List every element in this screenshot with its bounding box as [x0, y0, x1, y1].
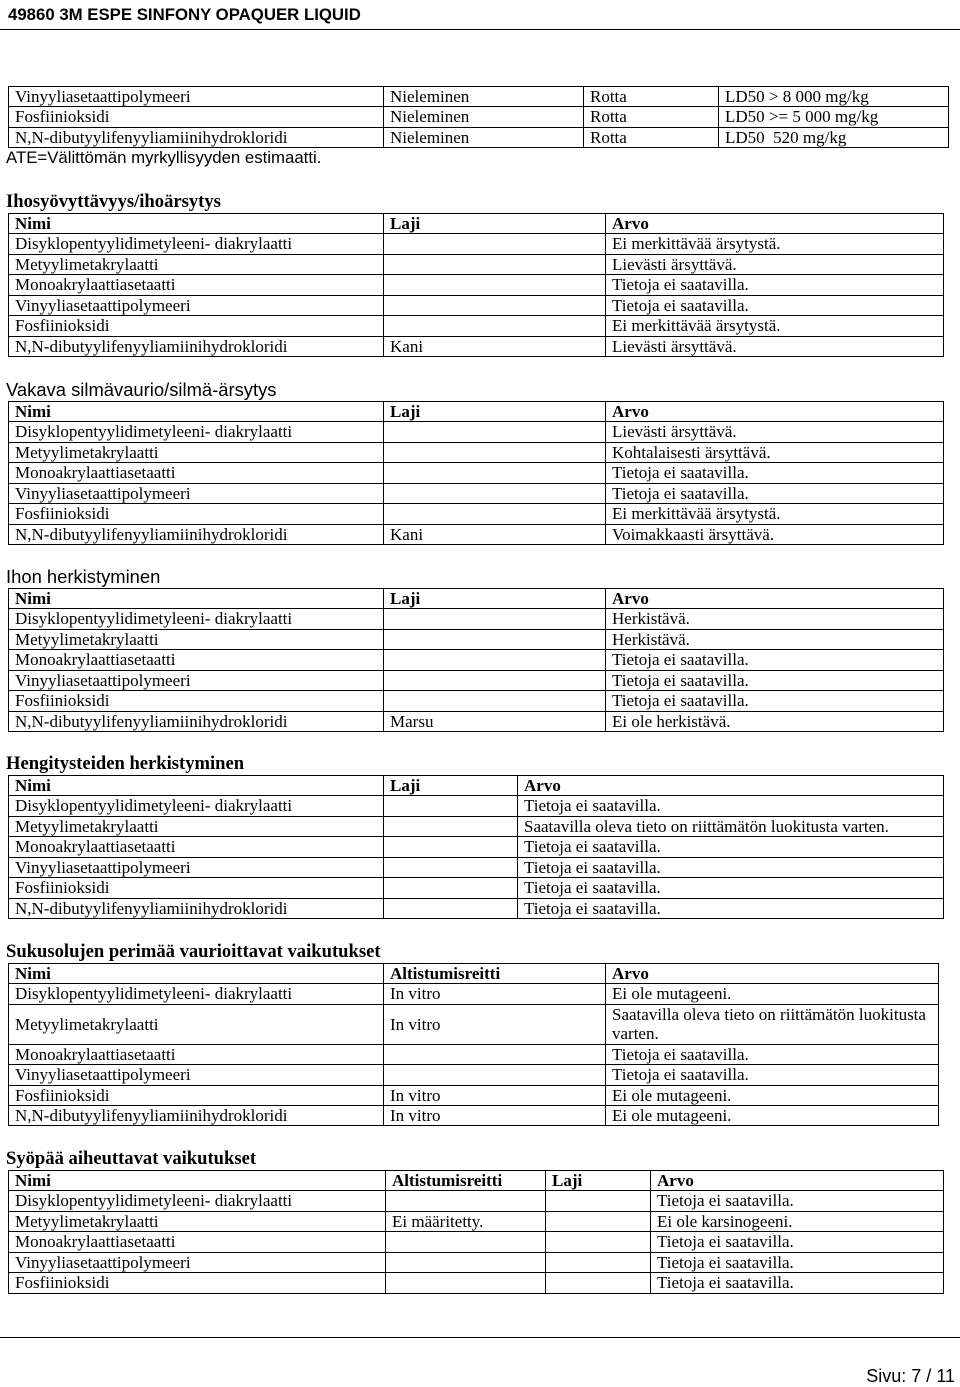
substance-name-cell: Metyylimetakrylaatti — [9, 816, 384, 836]
exposure-route-cell — [384, 1044, 606, 1064]
table-row — [9, 1044, 939, 1064]
substance-name-cell: Vinyyliasetaattipolymeeri — [9, 295, 384, 315]
column-header-result: Arvo — [606, 402, 944, 422]
result-cell: Lievästi ärsyttävä. — [606, 422, 944, 442]
section-heading-respiratory-sensitization: Hengitysteiden herkistyminen — [6, 753, 245, 774]
exposure-route-cell: Nieleminen — [384, 127, 584, 147]
substance-name-cell: Metyylimetakrylaatti — [9, 254, 384, 274]
carcinogenicity-table — [8, 1170, 944, 1294]
result-cell: Kohtalaisesti ärsyttävä. — [606, 442, 944, 462]
species-cell — [384, 483, 606, 503]
species-cell — [546, 1232, 651, 1252]
result-cell: Tietoja ei saatavilla. — [518, 837, 944, 857]
substance-name-cell: Metyylimetakrylaatti — [9, 1004, 384, 1044]
table-header-row — [9, 964, 939, 984]
exposure-route-cell — [386, 1273, 546, 1293]
table-header-row — [9, 214, 944, 234]
result-cell: Tietoja ei saatavilla. — [518, 857, 944, 877]
column-header-species: Laji — [546, 1171, 651, 1191]
column-header-substance-name: Nimi — [9, 1171, 386, 1191]
result-cell: Ei merkittävää ärsytystä. — [606, 504, 944, 524]
table-body — [9, 1171, 944, 1294]
table-row — [9, 609, 944, 629]
result-cell: Voimakkaasti ärsyttävä. — [606, 524, 944, 544]
result-cell: Tietoja ei saatavilla. — [606, 1065, 939, 1085]
table-row — [9, 463, 944, 483]
substance-name-cell: Fosfiinioksidi — [9, 1085, 384, 1105]
result-cell: Tietoja ei saatavilla. — [606, 691, 944, 711]
column-header-substance-name: Nimi — [9, 402, 384, 422]
column-header-exposure-route: Altistumisreitti — [386, 1171, 546, 1191]
species-cell — [384, 463, 606, 483]
substance-name-cell: Disyklopentyylidimetyleeni- diakrylaatti — [9, 1191, 386, 1211]
result-cell: Ei ole mutageeni. — [606, 984, 939, 1004]
species-cell — [384, 275, 606, 295]
species-cell — [384, 650, 606, 670]
table-row — [9, 878, 944, 898]
table-body — [9, 964, 939, 1126]
column-header-species: Laji — [384, 776, 518, 796]
species-cell — [384, 442, 606, 462]
result-cell: Saatavilla oleva tieto on riittämätön luokitusta varten. — [518, 816, 944, 836]
substance-name-cell: Disyklopentyylidimetyleeni- diakrylaatti — [9, 796, 384, 816]
substance-name-cell: N,N-dibutyylifenyyliamiinihydrokloridi — [9, 1105, 384, 1125]
species-cell: Rotta — [584, 87, 719, 107]
result-cell: Tietoja ei saatavilla. — [606, 1044, 939, 1064]
result-cell: Tietoja ei saatavilla. — [606, 295, 944, 315]
table-row — [9, 234, 944, 254]
table-row — [9, 254, 944, 274]
table-row — [9, 1252, 944, 1272]
species-cell — [384, 670, 606, 690]
table-row — [9, 1065, 939, 1085]
exposure-route-cell: Nieleminen — [384, 87, 584, 107]
table-header-row — [9, 589, 944, 609]
exposure-route-cell: In vitro — [384, 1105, 606, 1125]
table-body — [9, 87, 949, 148]
substance-name-cell: N,N-dibutyylifenyyliamiinihydrokloridi — [9, 898, 384, 918]
species-cell — [384, 254, 606, 274]
result-cell: Tietoja ei saatavilla. — [518, 898, 944, 918]
result-cell: Herkistävä. — [606, 609, 944, 629]
column-header-substance-name: Nimi — [9, 776, 384, 796]
result-cell: Ei ole mutageeni. — [606, 1085, 939, 1105]
column-header-result: Arvo — [606, 964, 939, 984]
result-cell: Tietoja ei saatavilla. — [651, 1191, 944, 1211]
table-body — [9, 402, 944, 545]
eye-irritation-table — [8, 401, 944, 545]
result-cell: Saatavilla oleva tieto on riittämätön luokitusta varten. — [606, 1004, 939, 1044]
table-row — [9, 857, 944, 877]
page-number: Sivu: 7 / 11 — [866, 1366, 955, 1386]
acute-toxicity-table — [8, 86, 949, 148]
substance-name-cell: Fosfiinioksidi — [9, 878, 384, 898]
substance-name-cell: Fosfiinioksidi — [9, 1273, 386, 1293]
substance-name-cell: N,N-dibutyylifenyyliamiinihydrokloridi — [9, 711, 384, 731]
result-cell: LD50 >= 5 000 mg/kg — [719, 107, 949, 127]
result-cell: Tietoja ei saatavilla. — [651, 1232, 944, 1252]
exposure-route-cell: In vitro — [384, 1085, 606, 1105]
substance-name-cell: Vinyyliasetaattipolymeeri — [9, 483, 384, 503]
substance-name-cell: Monoakrylaattiasetaatti — [9, 1044, 384, 1064]
substance-name-cell: Monoakrylaattiasetaatti — [9, 650, 384, 670]
species-cell: Marsu — [384, 711, 606, 731]
species-cell — [546, 1211, 651, 1231]
exposure-route-cell — [384, 1065, 606, 1085]
skin-sensitization-table — [8, 588, 944, 732]
column-header-species: Laji — [384, 214, 606, 234]
section-heading-eye-irritation: Vakava silmävaurio/silmä-ärsytys — [6, 379, 277, 400]
header-divider — [0, 29, 960, 30]
result-cell: Ei merkittävää ärsytystä. — [606, 234, 944, 254]
table-row — [9, 691, 944, 711]
species-cell — [384, 816, 518, 836]
substance-name-cell: Fosfiinioksidi — [9, 504, 384, 524]
column-header-substance-name: Nimi — [9, 589, 384, 609]
ate-note: ATE=Välittömän myrkyllisyyden estimaatti. — [6, 148, 322, 167]
substance-name-cell: Metyylimetakrylaatti — [9, 442, 384, 462]
substance-name-cell: N,N-dibutyylifenyyliamiinihydrokloridi — [9, 336, 384, 356]
column-header-result: Arvo — [651, 1171, 944, 1191]
column-header-species: Laji — [384, 402, 606, 422]
table-body — [9, 589, 944, 732]
substance-name-cell: Disyklopentyylidimetyleeni- diakrylaatti — [9, 422, 384, 442]
exposure-route-cell — [386, 1252, 546, 1272]
species-cell — [384, 504, 606, 524]
species-cell — [384, 878, 518, 898]
table-row — [9, 1105, 939, 1125]
substance-name-cell: Monoakrylaattiasetaatti — [9, 275, 384, 295]
species-cell: Kani — [384, 336, 606, 356]
species-cell — [384, 857, 518, 877]
substance-name-cell: Fosfiinioksidi — [9, 316, 384, 336]
species-cell — [384, 796, 518, 816]
table-row — [9, 898, 944, 918]
footer-divider — [0, 1337, 960, 1338]
table-header-row — [9, 776, 944, 796]
result-cell: Herkistävä. — [606, 629, 944, 649]
species-cell — [546, 1273, 651, 1293]
table-row — [9, 483, 944, 503]
result-cell: Tietoja ei saatavilla. — [606, 275, 944, 295]
species-cell — [384, 629, 606, 649]
result-cell: Tietoja ei saatavilla. — [651, 1252, 944, 1272]
table-header-row — [9, 402, 944, 422]
respiratory-sensitization-table — [8, 775, 944, 919]
substance-name-cell: Monoakrylaattiasetaatti — [9, 463, 384, 483]
table-row — [9, 295, 944, 315]
section-heading-skin-irritation: Ihosyövyttävyys/ihoärsytys — [6, 191, 221, 212]
species-cell — [384, 295, 606, 315]
table-row — [9, 442, 944, 462]
substance-name-cell: Disyklopentyylidimetyleeni- diakrylaatti — [9, 984, 384, 1004]
species-cell — [384, 837, 518, 857]
species-cell: Rotta — [584, 107, 719, 127]
section-heading-germ-cell-mutagenicity: Sukusolujen perimää vaurioittavat vaikutukset — [6, 941, 381, 962]
column-header-exposure-route: Altistumisreitti — [384, 964, 606, 984]
substance-name-cell: Vinyyliasetaattipolymeeri — [9, 1065, 384, 1085]
species-cell — [546, 1252, 651, 1272]
skin-irritation-table — [8, 213, 944, 357]
table-row — [9, 1004, 939, 1044]
substance-name-cell: N,N-dibutyylifenyyliamiinihydrokloridi — [9, 524, 384, 544]
exposure-route-cell — [386, 1232, 546, 1252]
substance-name-cell: Metyylimetakrylaatti — [9, 629, 384, 649]
column-header-substance-name: Nimi — [9, 964, 384, 984]
species-cell — [384, 691, 606, 711]
table-row — [9, 316, 944, 336]
table-row — [9, 984, 939, 1004]
section-heading-carcinogenicity: Syöpää aiheuttavat vaikutukset — [6, 1148, 257, 1169]
result-cell: Ei ole karsinogeeni. — [651, 1211, 944, 1231]
table-row — [9, 711, 944, 731]
substance-name-cell: Monoakrylaattiasetaatti — [9, 837, 384, 857]
exposure-route-cell: Ei määritetty. — [386, 1211, 546, 1231]
species-cell: Kani — [384, 524, 606, 544]
species-cell — [384, 234, 606, 254]
species-cell: Rotta — [584, 127, 719, 147]
substance-name-cell: Disyklopentyylidimetyleeni- diakrylaatti — [9, 234, 384, 254]
result-cell: Lievästi ärsyttävä. — [606, 336, 944, 356]
result-cell: Tietoja ei saatavilla. — [518, 796, 944, 816]
table-row — [9, 1273, 944, 1293]
substance-name-cell: Vinyyliasetaattipolymeeri — [9, 857, 384, 877]
table-row — [9, 87, 949, 107]
table-row — [9, 816, 944, 836]
result-cell: LD50 > 8 000 mg/kg — [719, 87, 949, 107]
table-row — [9, 1211, 944, 1231]
substance-name-cell: N,N-dibutyylifenyyliamiinihydrokloridi — [9, 127, 384, 147]
column-header-result: Arvo — [606, 214, 944, 234]
result-cell: Tietoja ei saatavilla. — [606, 463, 944, 483]
table-row — [9, 336, 944, 356]
table-row — [9, 796, 944, 816]
column-header-result: Arvo — [606, 589, 944, 609]
substance-name-cell: Vinyyliasetaattipolymeeri — [9, 87, 384, 107]
table-row — [9, 524, 944, 544]
exposure-route-cell: Nieleminen — [384, 107, 584, 127]
substance-name-cell: Monoakrylaattiasetaatti — [9, 1232, 386, 1252]
species-cell — [384, 316, 606, 336]
table-row — [9, 275, 944, 295]
table-row — [9, 1232, 944, 1252]
substance-name-cell: Fosfiinioksidi — [9, 107, 384, 127]
substance-name-cell: Vinyyliasetaattipolymeeri — [9, 670, 384, 690]
table-row — [9, 1085, 939, 1105]
exposure-route-cell — [386, 1191, 546, 1211]
substance-name-cell: Vinyyliasetaattipolymeeri — [9, 1252, 386, 1272]
species-cell — [384, 898, 518, 918]
substance-name-cell: Disyklopentyylidimetyleeni- diakrylaatti — [9, 609, 384, 629]
exposure-route-cell: In vitro — [384, 1004, 606, 1044]
germ-cell-mutagenicity-table — [8, 963, 939, 1126]
column-header-species: Laji — [384, 589, 606, 609]
result-cell: Tietoja ei saatavilla. — [606, 650, 944, 670]
table-row — [9, 107, 949, 127]
table-row — [9, 1191, 944, 1211]
table-header-row — [9, 1171, 944, 1191]
table-row — [9, 650, 944, 670]
table-row — [9, 127, 949, 147]
exposure-route-cell: In vitro — [384, 984, 606, 1004]
column-header-substance-name: Nimi — [9, 214, 384, 234]
table-row — [9, 670, 944, 690]
table-row — [9, 504, 944, 524]
result-cell: Tietoja ei saatavilla. — [518, 878, 944, 898]
column-header-result: Arvo — [518, 776, 944, 796]
result-cell: Lievästi ärsyttävä. — [606, 254, 944, 274]
document-title: 49860 3M ESPE SINFONY OPAQUER LIQUID — [8, 5, 361, 24]
substance-name-cell: Fosfiinioksidi — [9, 691, 384, 711]
result-cell: Ei merkittävää ärsytystä. — [606, 316, 944, 336]
species-cell — [384, 609, 606, 629]
result-cell: Tietoja ei saatavilla. — [651, 1273, 944, 1293]
result-cell: Ei ole herkistävä. — [606, 711, 944, 731]
table-body — [9, 214, 944, 357]
table-row — [9, 422, 944, 442]
table-body — [9, 776, 944, 919]
section-heading-skin-sensitization: Ihon herkistyminen — [6, 566, 161, 587]
table-row — [9, 629, 944, 649]
substance-name-cell: Metyylimetakrylaatti — [9, 1211, 386, 1231]
species-cell — [546, 1191, 651, 1211]
result-cell: Ei ole mutageeni. — [606, 1105, 939, 1125]
table-row — [9, 837, 944, 857]
result-cell: Tietoja ei saatavilla. — [606, 483, 944, 503]
result-cell: Tietoja ei saatavilla. — [606, 670, 944, 690]
species-cell — [384, 422, 606, 442]
result-cell: LD50 520 mg/kg — [719, 127, 949, 147]
